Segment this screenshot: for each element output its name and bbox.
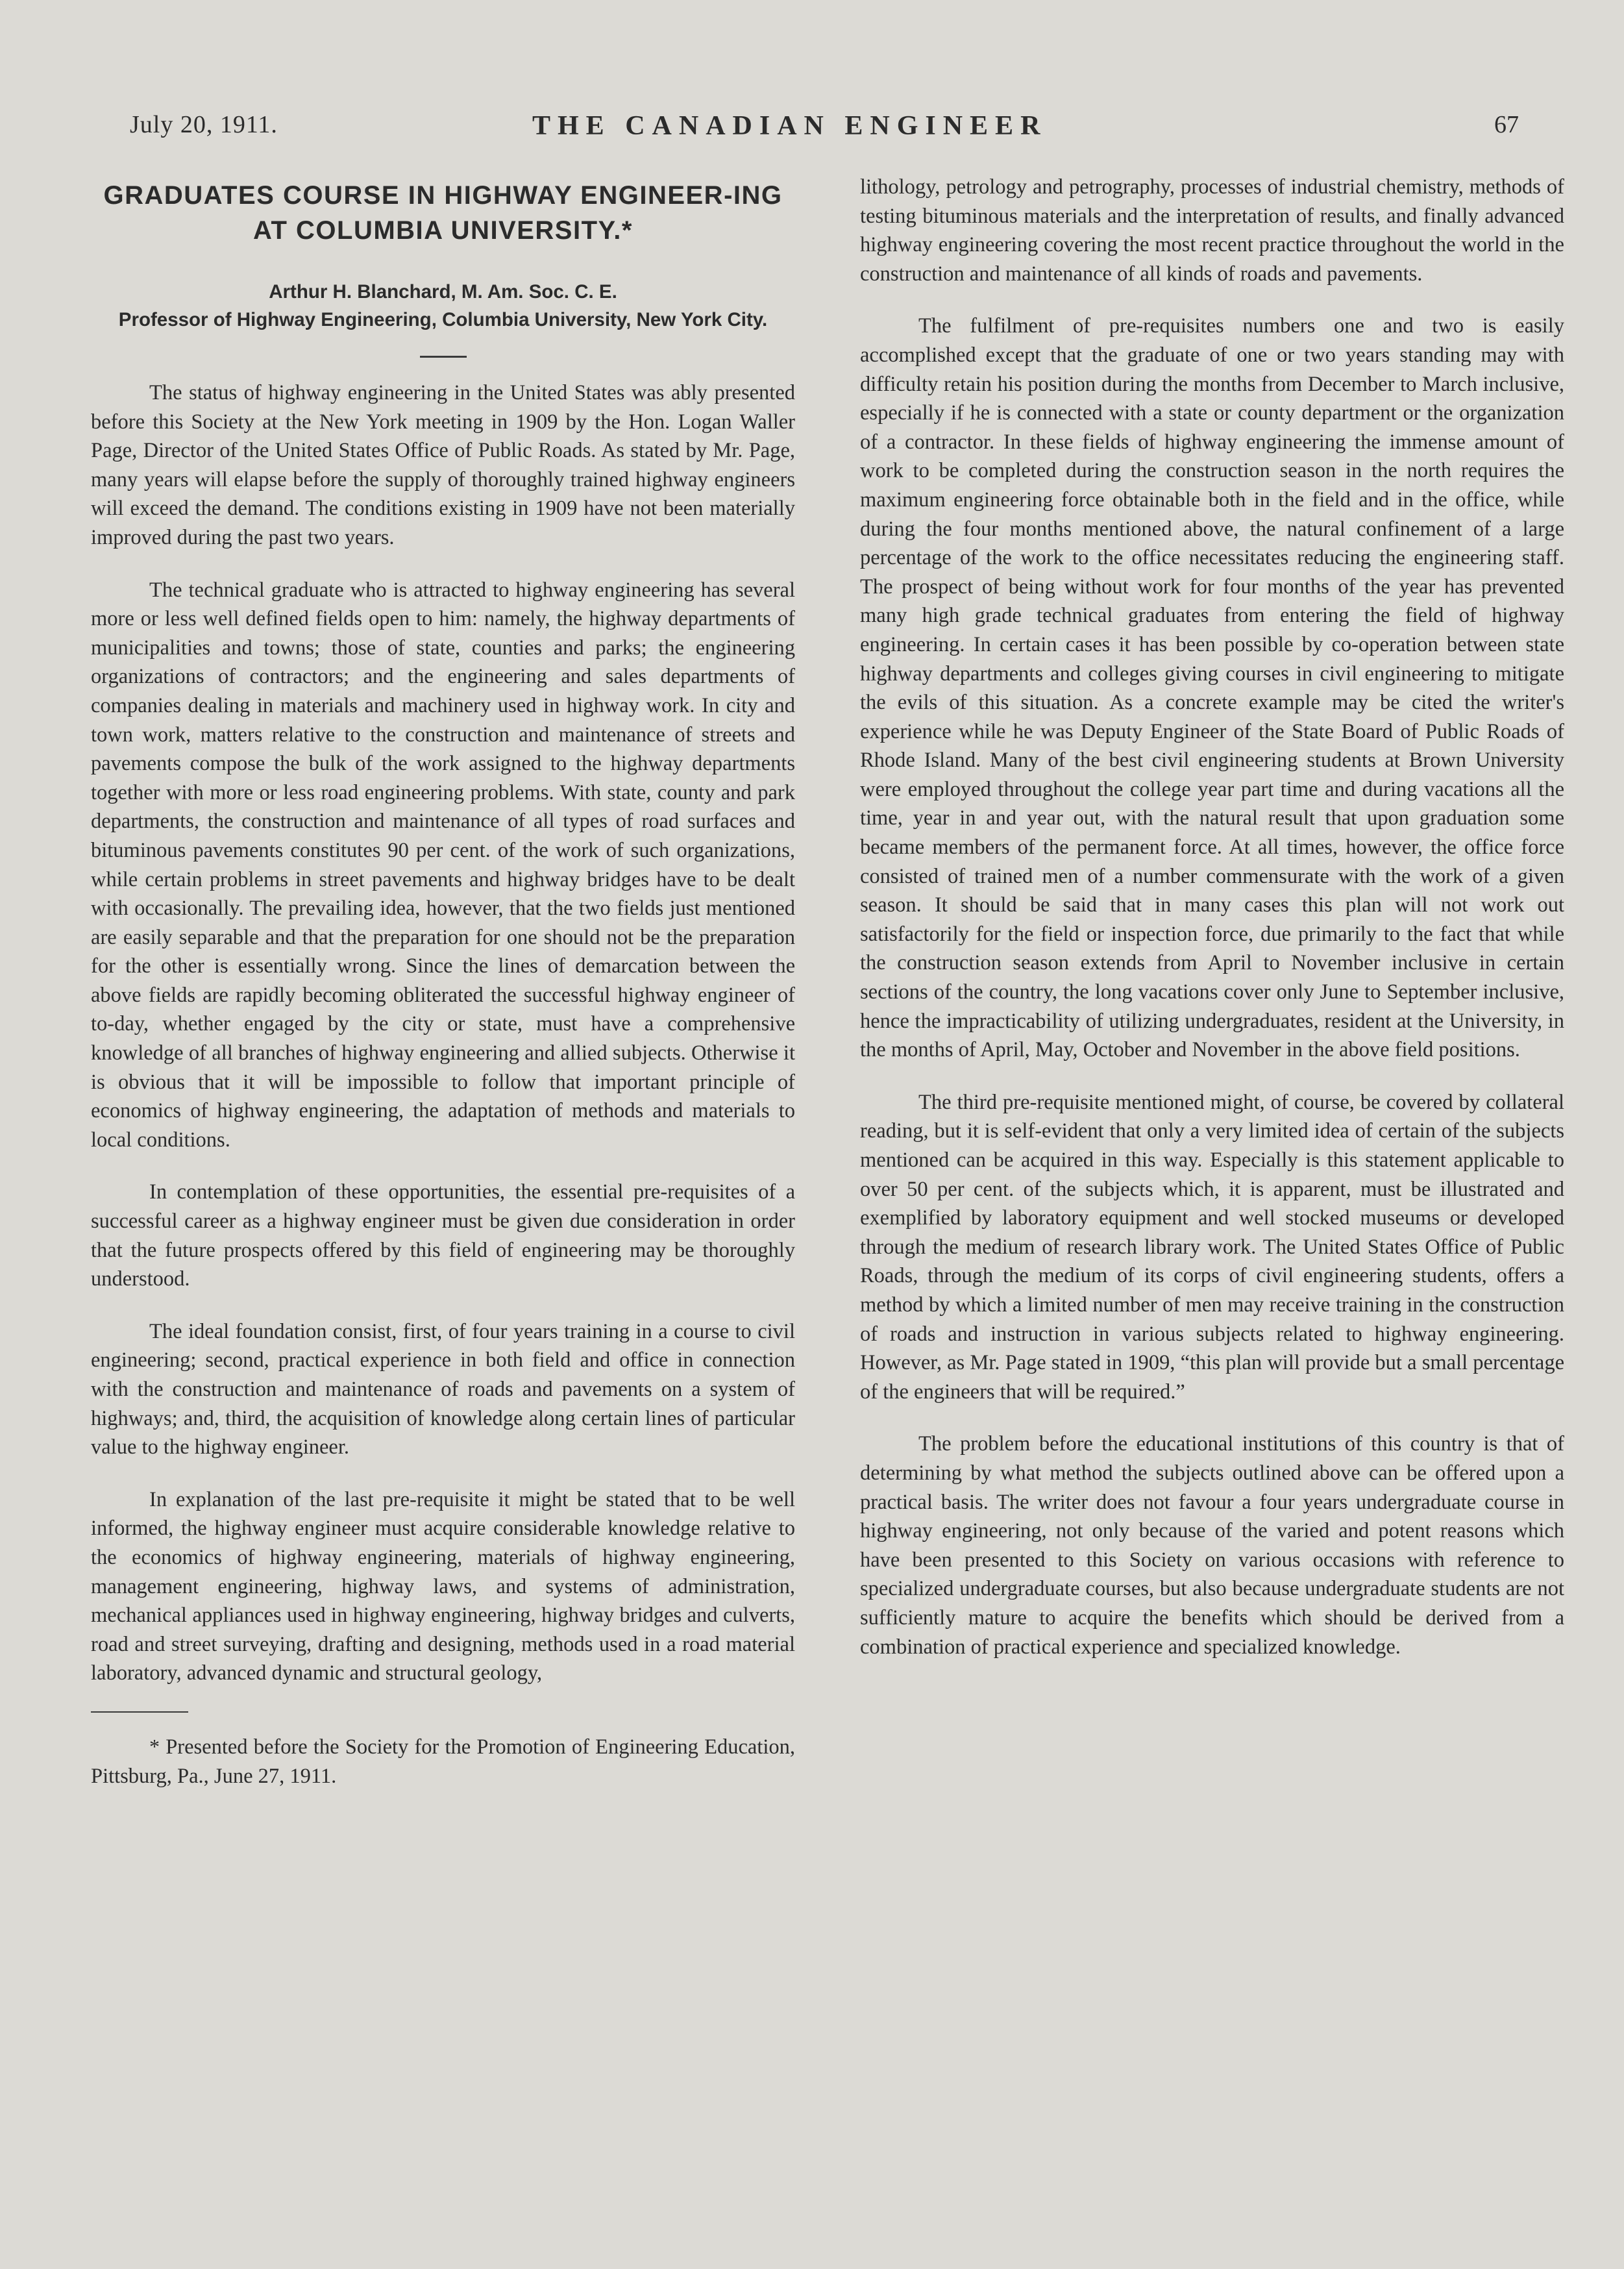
running-header <box>130 110 1519 149</box>
paragraph: In contemplation of these opportunities, the essential pre-requisites of a successful career as a highway engineer must be given due consideration in order that the future prospects offered by this field of engineering may be thoroughly understood. <box>91 1180 795 1291</box>
page-number: 67 <box>1494 111 1519 138</box>
author-affiliation: Professor of Highway Engineering, Columbia University, New York City. <box>118 309 768 330</box>
paragraph: The status of highway engineering in the United States was ably presented before this Society at the New York meeting in 1909 by the Hon. Logan Waller Page, Director of the United States Office of Public Roads. As stated by Mr. Page, many years will elapse before the supply of thoroughly trained highway engineers will exceed the demand. The conditions existing in 1909 have not been materially improved during the past two years. <box>91 381 795 549</box>
paragraph: The technical graduate who is attracted to highway engineering has several more or less well defined fields open to him: namely, the highway departments of municipalities and towns; those of state, counties and parks; the engineering organizations of contractors; and the engineering and sales departments of companies dealing in materials and machinery used in highway work. In city and town work, matters relative to the construction and maintenance of streets and pavements compose the bulk of the work assigned to the highway departments together with more or less road engineering problems. With state, county and park departments, the construction and maintenance of all types of road surfaces and bituminous pavements constitutes 90 per cent. of the work of such organizations, while certain problems in street pavements and highway bridges have to be dealt with occasionally. The prevailing idea, however, that the two fields just mentioned are easily separable and that the preparation for one should not be the preparation for the other is essentially wrong. Since the lines of demarcation between the above fields are rapidly becoming obliterated the successful highway engineer of to-day, whether engaged by the city or state, must have a comprehensive knowledge of all branches of highway engineering and allied subjects. Otherwise it is obvious that it will be impossible to follow that important principle of economics of highway engineering, the adaptation of methods and materials to local conditions. <box>91 578 795 1152</box>
author-byline <box>91 278 795 334</box>
footnote-marker: * <box>149 1734 160 1758</box>
footnote-divider <box>91 1711 188 1713</box>
paragraph: The ideal foundation consist, first, of four years training in a course to civil engineering; second, practical experience in both field and office in connection with the construction and maintenance of roads and pavements on a system of highways; and, third, the acquisition of knowledge along certain lines of particular value to the highway engineer. <box>91 1319 795 1459</box>
paragraph-continuation: lithology, petrology and petrography, processes of industrial chemistry, methods of testing bituminous materials and the interpretation of results, and finally advanced highway engineering covering the most recent practice throughout the world in the construction and maintenance of all kinds of roads and pavements. <box>860 175 1564 286</box>
footnote <box>91 1732 795 1791</box>
paragraph: The problem before the educational institutions of this country is that of determining by what method the subjects outlined above can be offered upon a practical basis. The writer does not favour a four years undergraduate course in highway engineering, not only because of the varied and potent reasons which have been presented to this Society on various occasions with reference to specialized undergraduate courses, but also because undergraduate students are not sufficiently mature to acquire the benefits which should be derived from a combination of practical experience and specialized knowledge. <box>860 1432 1564 1659</box>
footnote-text: Presented before the Society for the Promotion of Engineering Education, Pittsburg, Pa., June 27, 1911. <box>91 1735 795 1788</box>
section-divider <box>420 356 467 358</box>
left-column <box>91 173 795 1791</box>
paragraph: The fulfilment of pre-requisites numbers one and two is easily accomplished except that the graduate of one or two years standing may with difficulty retain his position during the months from December to March inclusive, especially if he is connected with a state or county department or the organization of a contractor. In these fields of highway engineering the immense amount of work to be completed during the construction season in the north requires the maximum engineering force obtainable both in the field and in the office, while during the four months mentioned above, the natural confinement of a large percentage of the work to the office necessitates reducing the engineering staff. The prospect of being without work for four months of the year has prevented many high grade technical graduates from entering the field of highway engineering. In certain cases it has been possible by co-operation between state highway departments and colleges giving courses in civil engineering to mitigate the evils of this situation. As a concrete example may be cited the writer's experience while he was Deputy Engineer of the State Board of Public Roads of Rhode Island. Many of the best civil engineering students at Brown University were employed throughout the college year part time and during vacations all the time, year in and year out, with the natural result that upon graduation some became members of the permanent force. At all times, however, the office force consisted of trained men of a number commensurate with the work of a given season. It should be said that in many cases this plan will not work out satisfactorily for the field or inspection force, due primarily to the fact that while the construction season extends from April to November inclusive in certain sections of the country, the long vacations cover only June to September inclusive, hence the impracticability of utilizing undergraduates, resident at the University, in the months of April, May, October and November in the above field positions. <box>860 314 1564 1062</box>
author-name: Arthur H. Blanchard, M. Am. Soc. C. E. <box>269 281 617 303</box>
paragraph: In explanation of the last pre-requisite it might be stated that to be well informed, the highway engineer must acquire considerable knowledge relative to the economics of highway engineering, materials of highway engineering, management engineering, highway laws, and systems of administration, mechanical appliances used in highway engineering, highway bridges and culverts, road and street surveying, drafting and designing, methods used in a road material laboratory, advanced dynamic and structural geology, <box>91 1487 795 1685</box>
article-title: GRADUATES COURSE IN HIGHWAY ENGINEER-ING AT COLUMBIA UNIVERSITY.* <box>103 181 783 245</box>
right-column <box>860 173 1564 1685</box>
issue-date: July 20, 1911. <box>130 111 278 138</box>
paragraph: The third pre-requisite mentioned might, of course, be covered by collateral reading, but it is self-evident that only a very limited idea of certain of the subjects mentioned can be acquired in this way. Especially is this statement applicable to over 50 per cent. of the subjects which, it is apparent, must be illustrated and exemplified by laboratory equipment and well stocked museums or developed through the medium of research library work. The United States Office of Public Roads, through the medium of its corps of civil engineering students, offers a method by which a limited number of men may receive training in the construction of roads and instruction in various subjects related to highway engineering. However, as Mr. Page stated in 1909, “this plan will provide but a small percentage of the engineers that will be required.” <box>860 1090 1564 1404</box>
journal-masthead: THE CANADIAN ENGINEER <box>532 111 1048 141</box>
